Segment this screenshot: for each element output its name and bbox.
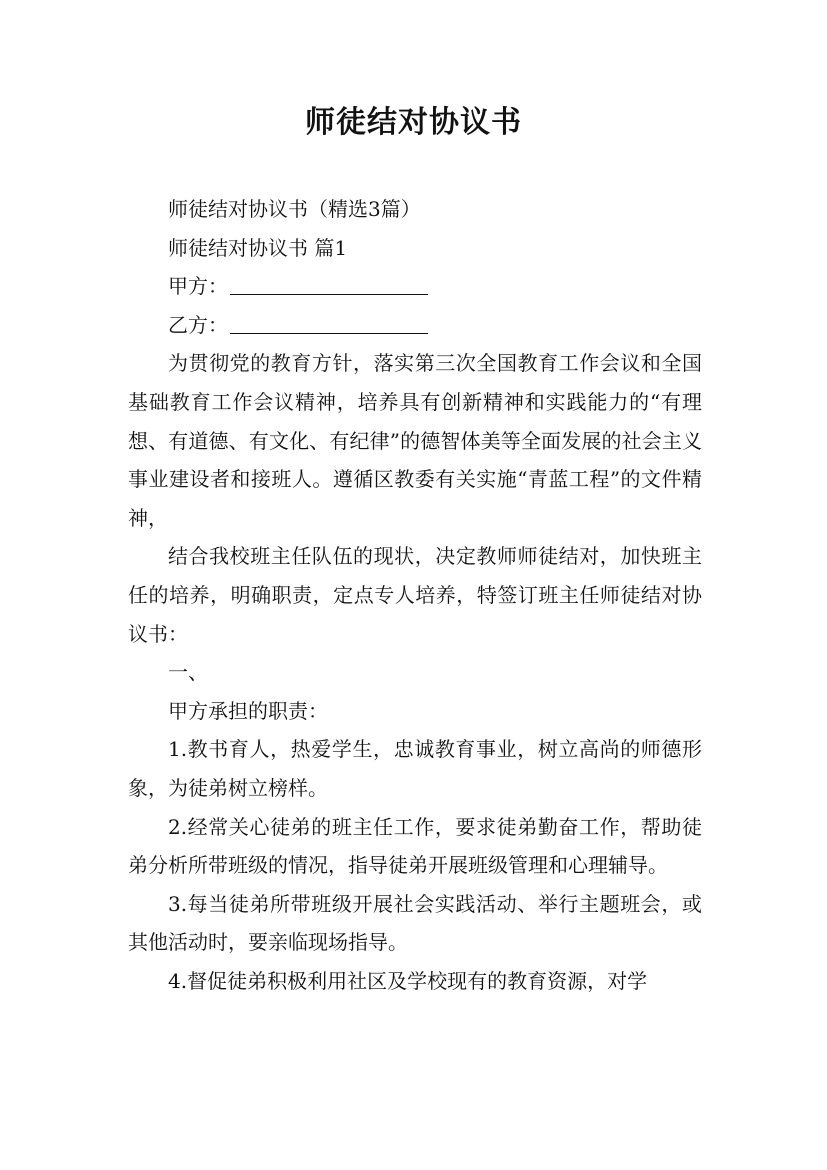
party-a-label: 甲方：: [168, 274, 228, 299]
party-b-blank: [230, 311, 428, 334]
intro-paragraph: 为贯彻党的教育方针，落实第三次全国教育工作会议和全国基础教育工作会议精神，培养具有创新精神和实践能力的“有理想、有道德、有文化、有纪律”的德智体美等全面发展的社会主义事业建设者和接班人。遵循区教委有关实施“青蓝工程”的文件精神，: [128, 351, 702, 530]
document-body: [128, 190, 702, 1000]
duty-item-1: 1.教书育人，热爱学生，忠诚教育事业，树立高尚的师德形象，为徒弟树立榜样。: [128, 737, 702, 800]
party-b-line: [128, 306, 702, 345]
party-a-blank: [230, 272, 428, 295]
section-heading: 师徒结对协议书 篇1: [168, 235, 348, 260]
party-b-label: 乙方：: [168, 312, 228, 337]
duty-item-3: 3.每当徒弟所带班级开展社会实践活动、举行主题班会，或其他活动时，要亲临现场指导。: [128, 891, 702, 955]
duty-item-4: 4.督促徒弟积极利用社区及学校现有的教育资源，对学: [168, 968, 648, 993]
subtitle-line: 师徒结对协议书（精选3篇）: [168, 197, 421, 221]
part-number: 一、: [168, 660, 208, 685]
party-a-line: [128, 267, 702, 306]
purpose-paragraph: 结合我校班主任队伍的现状，决定教师师徒结对，加快班主任的培养，明确职责，定点专人培养，特签订班主任师徒结对协议书：: [128, 544, 702, 646]
duty-item-2: 2.经常关心徒弟的班主任工作，要求徒弟勤奋工作，帮助徒弟分析所带班级的情况，指导徒弟开展班级管理和心理辅导。: [128, 814, 702, 878]
duties-heading: 甲方承担的职责：: [168, 698, 328, 723]
document-title: 师徒结对协议书: [305, 105, 522, 140]
